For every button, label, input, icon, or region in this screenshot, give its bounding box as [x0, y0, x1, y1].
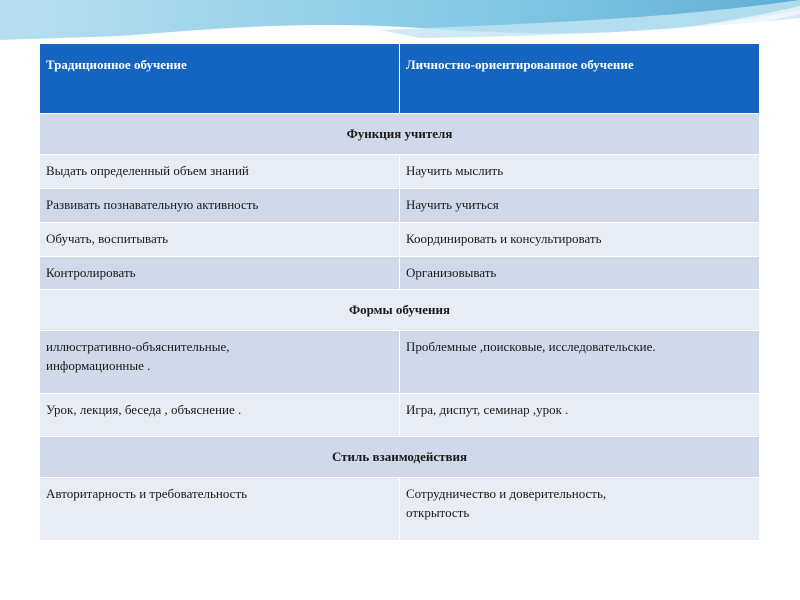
table-row [40, 331, 760, 394]
header-personal: Личностно-ориентированное обучение [400, 44, 760, 114]
cell-personal: Сотрудничество и доверительность, открытость [400, 478, 760, 541]
section-title-interaction-style: Стиль взаимодействия [40, 437, 760, 478]
section-row [40, 114, 760, 155]
cell-traditional: Урок, лекция, беседа , объяснение . [40, 394, 400, 437]
table-row [40, 188, 760, 222]
header-row [40, 44, 760, 114]
cell-traditional: Авторитарность и требовательность [40, 478, 400, 541]
cell-personal: Научить учиться [400, 188, 760, 222]
section-title-forms: Формы обучения [40, 290, 760, 331]
table-row [40, 394, 760, 437]
table-row [40, 222, 760, 256]
table-row [40, 155, 760, 189]
header-traditional: Традиционное обучение [40, 44, 400, 114]
cell-traditional: Развивать познавательную активность [40, 188, 400, 222]
section-row [40, 437, 760, 478]
cell-personal: Координировать и консультировать [400, 222, 760, 256]
comparison-table [39, 43, 760, 541]
cell-traditional: иллюстративно-объяснительные, информационные . [40, 331, 400, 394]
cell-traditional: Контролировать [40, 256, 400, 290]
table-row [40, 256, 760, 290]
section-title-teacher-function: Функция учителя [40, 114, 760, 155]
section-row [40, 290, 760, 331]
cell-personal: Проблемные ,поисковые, исследовательские. [400, 331, 760, 394]
cell-personal: Организовывать [400, 256, 760, 290]
cell-personal: Игра, диспут, семинар ,урок . [400, 394, 760, 437]
table-row [40, 478, 760, 541]
cell-traditional: Выдать определенный объем знаний [40, 155, 400, 189]
cell-personal: Научить мыслить [400, 155, 760, 189]
cell-traditional: Обучать, воспитывать [40, 222, 400, 256]
